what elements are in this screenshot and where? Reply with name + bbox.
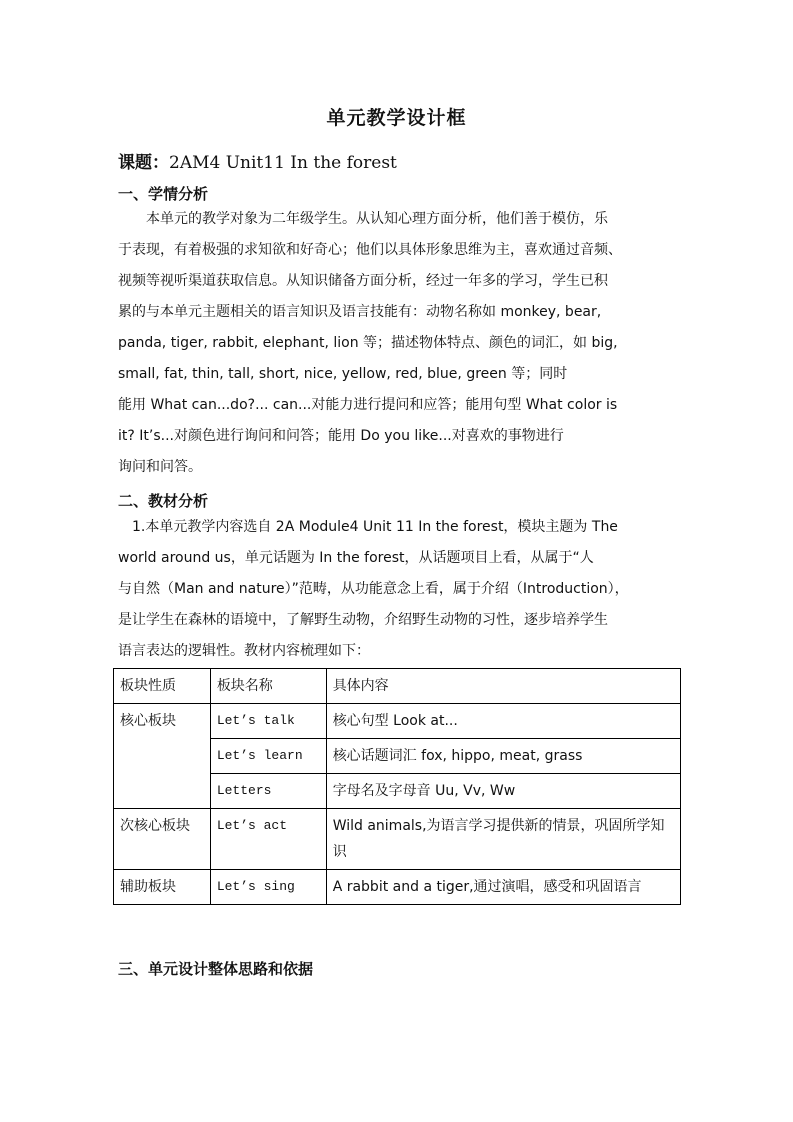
table-cell-type: 核心板块 bbox=[114, 704, 211, 809]
paragraph-line: 与自然（Man and nature）”范畴，从功能意念上看，属于介绍（Introduction）， bbox=[118, 581, 629, 597]
paragraph-line: 累的与本单元主题相关的语言知识及语言技能有：动物名称如 monkey, bear, bbox=[118, 304, 602, 320]
table-header-cell: 板块名称 bbox=[210, 669, 326, 704]
table-cell-name: Letters bbox=[210, 774, 326, 809]
paragraph-line: small, fat, thin, tall, short, nice, yellow, red, blue, green 等；同时 bbox=[118, 366, 568, 382]
paragraph-line: 询问和问答。 bbox=[118, 459, 202, 475]
table-cell-name: Let’s sing bbox=[210, 870, 326, 905]
table-cell-content: 字母名及字母音 Uu, Vv, Ww bbox=[326, 774, 680, 809]
table-cell-type: 辅助板块 bbox=[114, 870, 211, 905]
table-cell-content: 核心句型 Look at... bbox=[326, 704, 680, 739]
lesson-label: 课题： bbox=[118, 153, 169, 173]
lesson-value: 2AM4 Unit11 In the forest bbox=[169, 153, 397, 173]
material-analysis-paragraph bbox=[118, 512, 676, 667]
section-heading-design-rationale: 三、单元设计整体思路和依据 bbox=[118, 960, 314, 978]
table-header-cell: 具体内容 bbox=[326, 669, 680, 704]
paragraph-line: 能用 What can...do?... can...对能力进行提问和应答；能用句型 What color is bbox=[118, 397, 618, 413]
table-cell-content: 核心话题词汇 fox, hippo, meat, grass bbox=[326, 739, 680, 774]
table-cell-content: A rabbit and a tiger,通过演唱，感受和巩固语言 bbox=[326, 870, 680, 905]
table-cell-name: Let’s talk bbox=[210, 704, 326, 739]
table-cell-content: Wild animals,为语言学习提供新的情景，巩固所学知识 bbox=[326, 809, 680, 870]
paragraph-line: 语言表达的逻辑性。教材内容梳理如下： bbox=[118, 643, 370, 659]
table-header-row bbox=[114, 669, 681, 704]
table-row bbox=[114, 870, 681, 905]
table-header-cell: 板块性质 bbox=[114, 669, 211, 704]
paragraph-line: 视频等视听渠道获取信息。从知识储备方面分析，经过一年多的学习，学生已积 bbox=[118, 273, 608, 289]
table-row bbox=[114, 809, 681, 870]
lesson-line bbox=[118, 148, 397, 173]
section-heading-material-analysis: 二、教材分析 bbox=[118, 492, 209, 510]
paragraph-line: 1.本单元教学内容选自 2A Module4 Unit 11 In the forest，模块主题为 The bbox=[118, 519, 618, 535]
paragraph-line: 本单元的教学对象为二年级学生。从认知心理方面分析，他们善于模仿，乐 bbox=[118, 211, 608, 227]
paragraph-line: 是让学生在森林的语境中，了解野生动物，介绍野生动物的习性，逐步培养学生 bbox=[118, 612, 608, 628]
table-cell-name: Let’s act bbox=[210, 809, 326, 870]
paragraph-line: world around us，单元话题为 In the forest，从话题项目上看，从属于“人 bbox=[118, 550, 594, 566]
paragraph-line: 于表现，有着极强的求知欲和好奇心；他们以具体形象思维为主，喜欢通过音频、 bbox=[118, 242, 622, 258]
table-cell-type: 次核心板块 bbox=[114, 809, 211, 870]
table-row bbox=[114, 704, 681, 739]
table-cell-name: Let’s learn bbox=[210, 739, 326, 774]
section-heading-learner-analysis: 一、学情分析 bbox=[118, 185, 209, 203]
learner-analysis-paragraph bbox=[118, 204, 676, 483]
paragraph-line: panda, tiger, rabbit, elephant, lion 等；描述物体特点、颜色的词汇，如 big, bbox=[118, 335, 618, 351]
paragraph-line: it? It’s...对颜色进行询问和问答；能用 Do you like...对喜欢的事物进行 bbox=[118, 428, 564, 444]
page-title: 单元教学设计框 bbox=[326, 107, 467, 129]
material-table bbox=[113, 668, 681, 905]
